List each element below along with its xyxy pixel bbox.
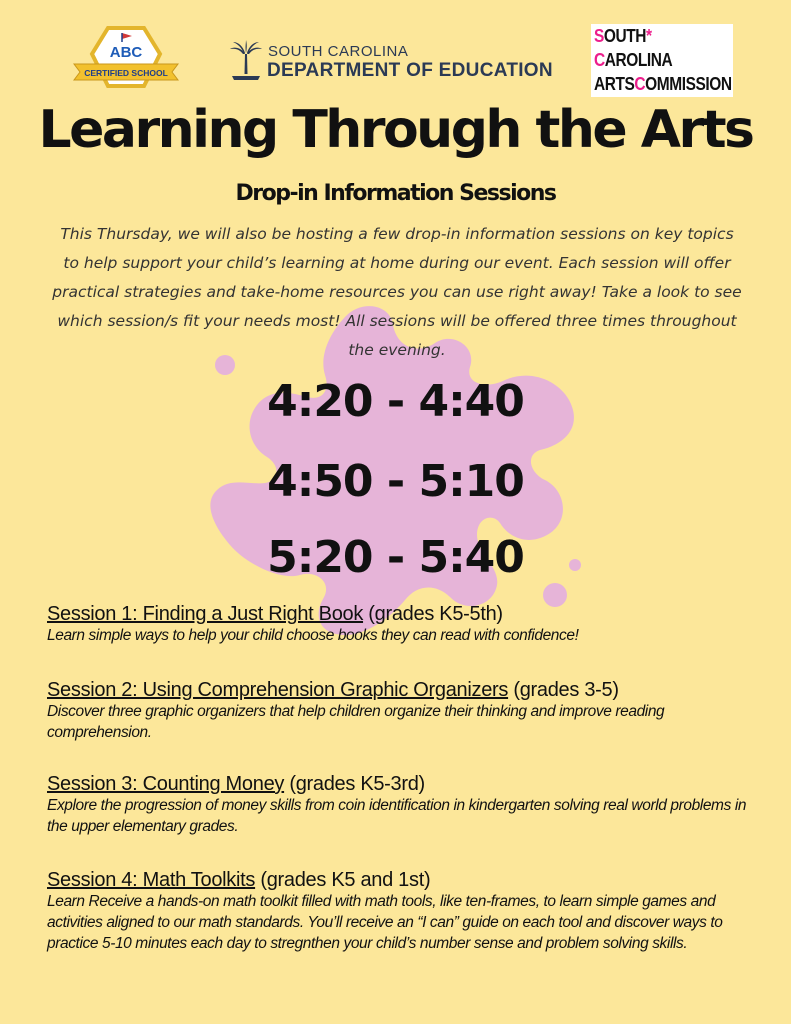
arts-logo-line1: SOUTH* <box>594 26 652 46</box>
sc-department-of-education-logo <box>228 38 568 88</box>
abc-certified-school-logo <box>70 24 182 92</box>
time-slot-2: 4:50 - 5:10 <box>267 456 524 507</box>
arts-logo-line2: CAROLINA <box>594 50 673 70</box>
palmetto-tree-icon <box>228 40 264 82</box>
session-grades: (grades K5-3rd) <box>284 773 425 795</box>
session-description: Explore the progression of money skills from coin identification in kindergarten solving real world problems in the upper elementary grades. <box>47 797 747 835</box>
page-title: Learning Through the Arts <box>38 100 753 160</box>
session-3 <box>47 773 747 837</box>
session-name: Session 3: Counting Money <box>47 773 285 795</box>
dept-name-line1: SOUTH CAROLINA <box>268 43 409 60</box>
session-heading <box>47 679 747 701</box>
time-slot-1: 4:20 - 4:40 <box>267 376 524 427</box>
svg-text:ABC: ABC <box>109 44 143 61</box>
session-name: Session 2: Using Comprehension Graphic Organizers <box>47 679 509 701</box>
arts-logo-line3: ARTSCOMMISSION <box>594 74 732 94</box>
dept-name-line2: DEPARTMENT OF EDUCATION <box>267 60 553 81</box>
svg-text:CERTIFIED SCHOOL: CERTIFIED SCHOOL <box>84 68 168 78</box>
session-description: Learn Receive a hands-on math toolkit filled with math tools, like ten-frames, to learn simple games and activities aligned to our math standards. You’ll receive an “I can” guide on each tool and discover ways to practice 5-10 minutes each day to stregnthen your child’s number sense and problem solving skills. <box>47 893 723 952</box>
session-description: Discover three graphic organizers that help children organize their thinking and improve reading comprehension. <box>47 703 665 741</box>
session-heading <box>47 869 747 891</box>
page-subtitle: Drop-in Information Sessions <box>235 181 556 206</box>
intro-paragraph: This Thursday, we will also be hosting a few drop-in information sessions on key topics to help support your child’s learning at home during our event. Each session will offer practical strategies and take-home resources you can use right away! Take a look to see which session/s fit your needs most! All sessions will be offered three times throughout the evening. <box>52 225 742 359</box>
session-heading <box>47 603 747 625</box>
time-slot-3: 5:20 - 5:40 <box>267 532 524 583</box>
session-name: Session 1: Finding a Just Right Book <box>47 603 364 625</box>
session-grades: (grades 3-5) <box>508 679 619 701</box>
session-description: Learn simple ways to help your child choose books they can read with confidence! <box>47 627 579 644</box>
session-grades: (grades K5-5th) <box>363 603 503 625</box>
session-heading <box>47 773 747 795</box>
session-grades: (grades K5 and 1st) <box>255 869 431 891</box>
session-4 <box>47 869 747 954</box>
session-name: Session 4: Math Toolkits <box>47 869 256 891</box>
session-1 <box>47 603 747 646</box>
sc-arts-commission-logo <box>591 24 733 97</box>
session-2 <box>47 679 747 743</box>
